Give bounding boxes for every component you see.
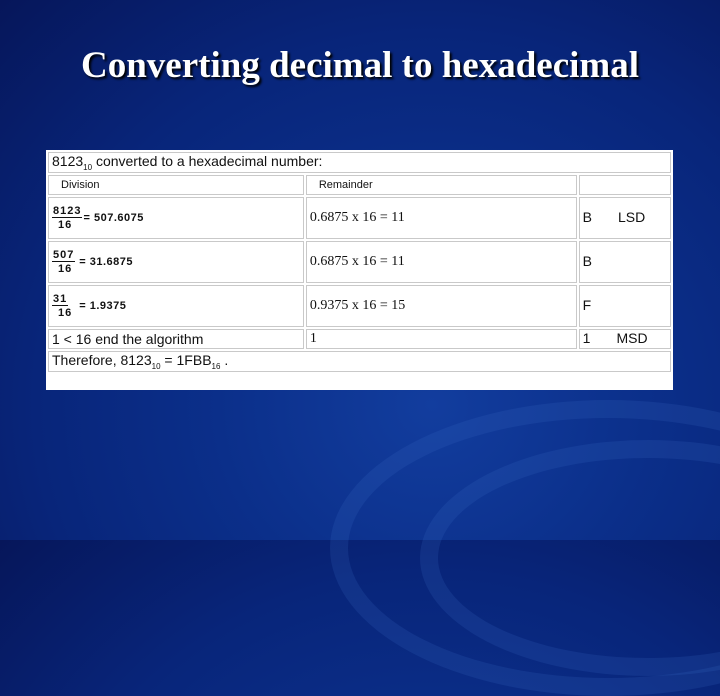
remainder-cell: 1 [306,329,577,349]
division-cell [48,241,304,283]
digit-significance: MSD [616,330,648,346]
numerator: 31 [53,293,68,305]
conclusion-prefix: Therefore, [52,352,121,368]
conclusion-equals: = [160,352,177,368]
fraction [52,205,82,231]
conclusion-number: 8123 [120,352,152,368]
fraction [52,293,78,319]
column-header-hex [579,175,671,195]
remainder-cell: 0.6875 x 16 = 11 [306,241,577,283]
denominator: 16 [58,263,73,275]
hex-digit: 1 [582,330,591,346]
hex-cell [579,285,671,327]
hex-digit: F [582,297,592,313]
conclusion-result: 1FBB [176,352,212,368]
denominator: 16 [58,307,73,319]
conversion-table [46,150,673,390]
division-result: = 31.6875 [79,256,133,268]
table-row [48,329,671,349]
division-result: = 507.6075 [83,212,144,224]
column-header-remainder: Remainder [306,175,577,195]
division-cell [48,197,304,239]
numerator: 507 [53,249,75,261]
table-row [48,197,671,239]
heading-base: 10 [83,162,93,172]
conclusion-suffix: . [220,352,229,368]
final-division-cell: 1 < 16 end the algorithm [48,329,304,349]
hex-cell [579,197,671,239]
denominator: 16 [58,219,73,231]
conclusion-result-base: 16 [211,361,221,371]
heading-text: converted to a hexadecimal number: [92,153,323,170]
column-header-division: Division [48,175,304,195]
digit-significance: LSD [618,209,646,225]
conclusion-row [48,351,671,372]
table-row [48,241,671,283]
hex-digit: B [582,209,593,225]
division-result: = 1.9375 [79,300,127,312]
slide-title: Converting decimal to hexadecimal [81,45,639,86]
table-row [48,285,671,327]
remainder-cell: 0.9375 x 16 = 15 [306,285,577,327]
conclusion-base: 10 [151,361,161,371]
table-heading [48,152,671,173]
hex-cell [579,241,671,283]
division-cell [48,285,304,327]
heading-number: 8123 [52,153,84,170]
hex-digit: B [582,253,593,269]
remainder-cell: 0.6875 x 16 = 11 [306,197,577,239]
hex-cell [579,329,671,349]
numerator: 8123 [53,205,82,217]
fraction [52,249,78,275]
